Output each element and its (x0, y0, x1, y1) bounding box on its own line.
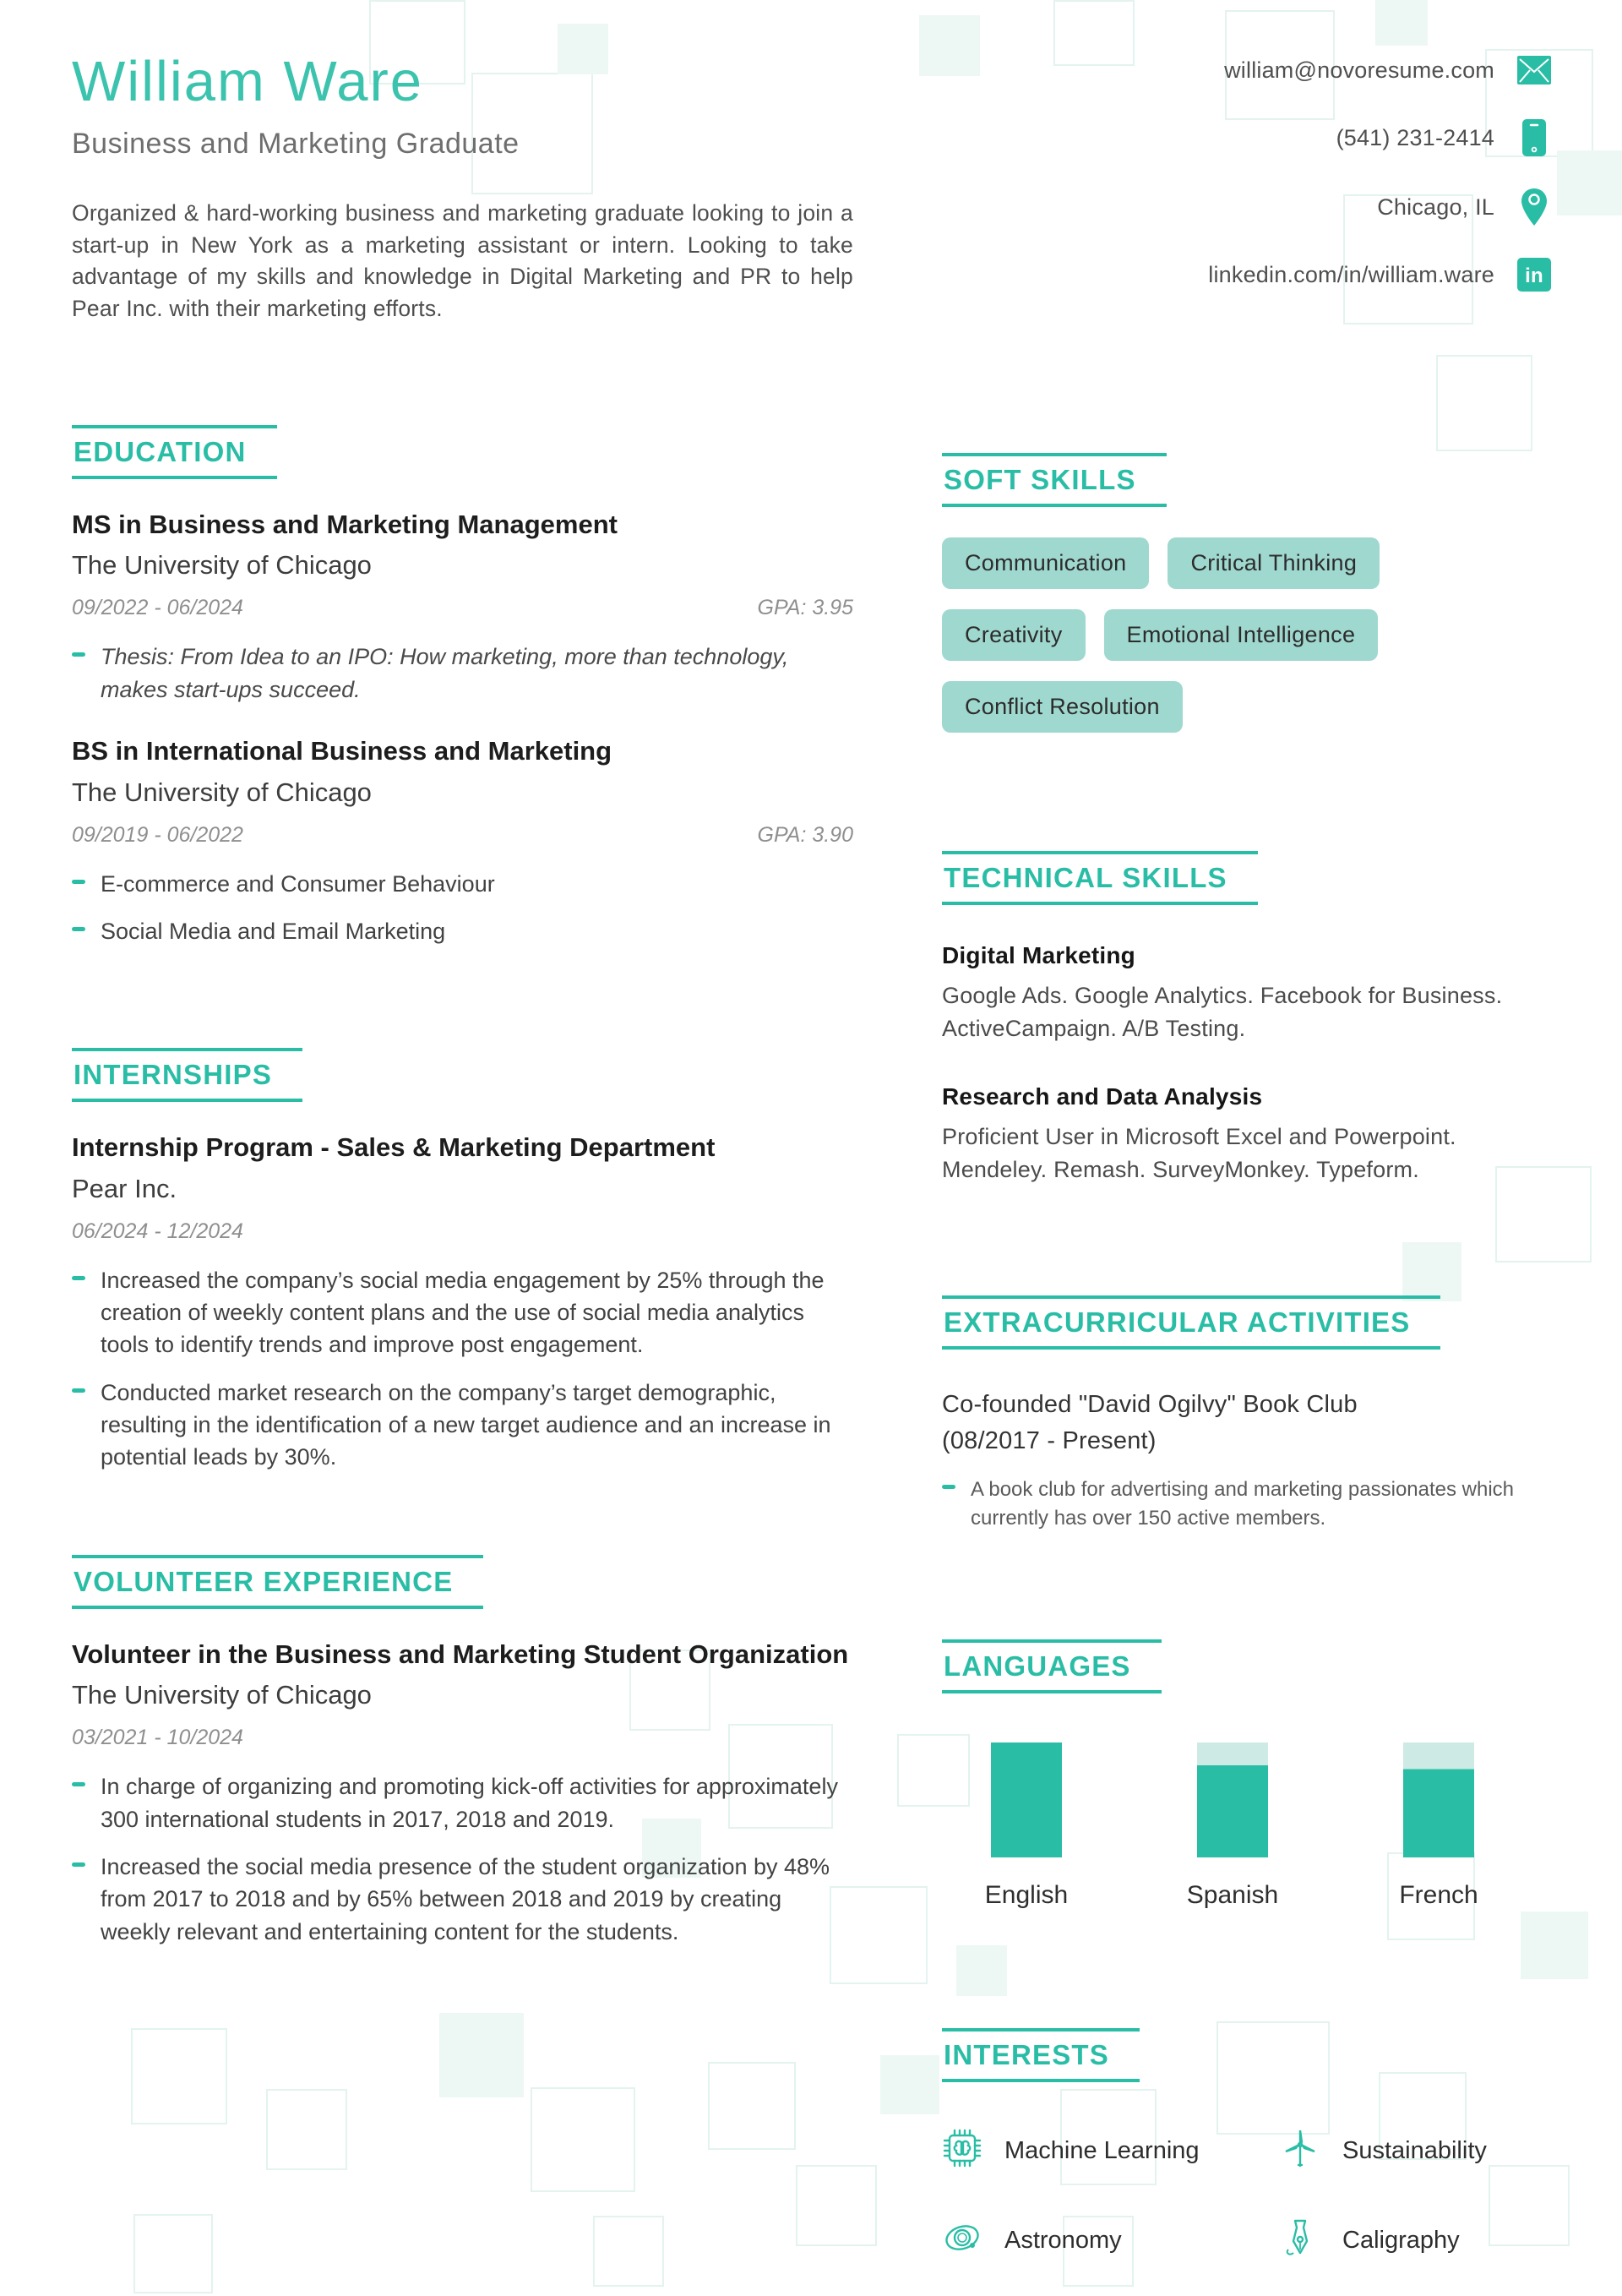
bullet-dash-icon (72, 880, 85, 884)
language-level-bar (1403, 1742, 1474, 1857)
deco-square (593, 2216, 664, 2287)
date-range: 09/2022 - 06/2024 (72, 596, 243, 620)
bullet-text: Social Media and Email Marketing (101, 919, 446, 945)
bullet-item (72, 641, 853, 706)
language-item (942, 1742, 1111, 1910)
contact-linkedin-row[interactable] (1208, 257, 1552, 292)
bullet-text: Increased the social media presence of the student organization by 48% from 2017 to 2018 and by 65% between 2018 and 2019 by creating weekly relevant and entertaining content for the students. (101, 1854, 830, 1944)
deco-square (531, 2087, 635, 2192)
bullet-text: Increased the company’s social media engagement by 25% through the creation of weekly content plans and the use of social media analytics tools to identify trends and improve post engagement. (101, 1267, 825, 1358)
date-range: 03/2021 - 10/2024 (72, 1726, 243, 1750)
language-level-bar (991, 1742, 1062, 1857)
bullet-item (72, 1770, 853, 1835)
bullet-text: Thesis: From Idea to an IPO: How marketing, more than technology, makes start-ups succeed. (101, 644, 789, 702)
deco-square (131, 2028, 227, 2124)
interest-item (1280, 2217, 1552, 2265)
bullet-item (72, 1264, 853, 1361)
language-level-bar (1197, 1742, 1268, 1857)
section-heading-soft-skills: SOFT SKILLS (942, 453, 1167, 507)
section-heading-volunteer: VOLUNTEER EXPERIENCE (72, 1555, 483, 1609)
internship-entry (72, 1131, 853, 1474)
envelope-icon (1516, 52, 1552, 88)
bullet-dash-icon (72, 1388, 85, 1393)
bullet-item (942, 1475, 1552, 1533)
school-name: The University of Chicago (72, 777, 372, 807)
section-heading-internships: INTERNSHIPS (72, 1048, 302, 1102)
deco-square (133, 2214, 213, 2293)
date-range: 06/2024 - 12/2024 (72, 1219, 243, 1243)
bullet-item (72, 915, 853, 947)
summary-paragraph: Organized & hard-working business and marketing graduate looking to join a start-up in New York as a marketing assistant or intern. Looking to take advantage of my skills and knowledge in Digital Marketing and PR to help Pear Inc. with their marketing efforts. (72, 200, 853, 321)
left-column (72, 0, 853, 1948)
email-text[interactable]: william@novoresume.com (1224, 57, 1494, 83)
organization-name: The University of Chicago (72, 1680, 372, 1710)
contact-email-row[interactable] (1224, 52, 1552, 88)
education-entry (72, 508, 853, 706)
bullet-text: In charge of organizing and promoting kick-off activities for approximately 300 international students in 2017, 2018 and 2019. (101, 1774, 838, 1832)
internship-title: Internship Program - Sales & Marketing Department (72, 1132, 716, 1162)
interests-grid (942, 2128, 1552, 2265)
section-heading-education: EDUCATION (72, 425, 277, 479)
interest-label: Astronomy (1004, 2227, 1122, 2255)
bullet-dash-icon (72, 1276, 85, 1280)
wind-turbine-icon (1280, 2128, 1320, 2175)
contact-location-row (1377, 188, 1552, 226)
language-label: Spanish (1186, 1880, 1279, 1909)
volunteer-title: Volunteer in the Business and Marketing Student Organization (72, 1639, 849, 1669)
bullet-dash-icon (72, 652, 85, 657)
company-name: Pear Inc. (72, 1173, 177, 1203)
skill-tag: Emotional Intelligence (1104, 609, 1379, 661)
tech-group-title: Research and Data Analysis (942, 1083, 1263, 1110)
language-item (1354, 1742, 1523, 1910)
section-heading-technical-skills: TECHNICAL SKILLS (942, 851, 1258, 905)
tech-group-title: Digital Marketing (942, 942, 1135, 968)
soft-skills-tags (942, 537, 1533, 733)
bullet-dash-icon (72, 1782, 85, 1786)
section-heading-extracurricular: EXTRACURRICULAR ACTIVITIES (942, 1295, 1440, 1350)
bullet-item (72, 1377, 853, 1474)
deco-square (439, 2013, 524, 2097)
school-name: The University of Chicago (72, 550, 372, 581)
language-item (1148, 1742, 1317, 1910)
orbit-icon (942, 2217, 982, 2265)
linkedin-text[interactable]: linkedin.com/in/william.ware (1208, 261, 1494, 287)
deco-square (796, 2165, 877, 2246)
bullet-text: E-commerce and Consumer Behaviour (101, 870, 495, 897)
bullet-text: Conducted market research on the company’s target demographic, resulting in the identification of a new target audience and an increase in potential leads by 30%. (101, 1379, 831, 1470)
date-range: 09/2019 - 06/2022 (72, 822, 243, 847)
right-column (942, 0, 1552, 2265)
tech-group-text: Google Ads. Google Analytics. Facebook for Business. ActiveCampaign. A/B Testing. (942, 983, 1503, 1042)
skill-tag: Conflict Resolution (942, 681, 1183, 733)
location-text: Chicago, IL (1377, 194, 1494, 220)
bullet-text: A book club for advertising and marketing passionates which currently has over 150 active members. (971, 1477, 1515, 1530)
language-label: English (984, 1880, 1069, 1909)
svg-text:in: in (1525, 265, 1543, 287)
interest-item (942, 2128, 1280, 2175)
gpa-value: GPA: 3.95 (757, 596, 853, 620)
degree-title: BS in International Business and Marketing (72, 736, 612, 766)
volunteer-entry (72, 1638, 853, 1949)
chip-brain-icon (942, 2128, 982, 2175)
section-heading-languages: LANGUAGES (942, 1639, 1162, 1693)
contact-phone-row (1336, 118, 1552, 157)
languages-bars (942, 1742, 1523, 1910)
skill-tag: Critical Thinking (1168, 537, 1380, 589)
bullet-item (72, 868, 853, 900)
education-entry (72, 734, 853, 948)
deco-square (880, 2055, 939, 2114)
gpa-value: GPA: 3.90 (757, 822, 853, 847)
contact-block (942, 52, 1552, 292)
bullet-item (72, 1851, 853, 1948)
location-pin-icon (1516, 188, 1552, 226)
interest-label: Sustainability (1342, 2137, 1487, 2165)
phone-icon (1516, 118, 1552, 157)
person-name: William Ware (72, 50, 424, 113)
interest-label: Machine Learning (1004, 2137, 1200, 2165)
deco-square (1557, 150, 1622, 215)
deco-square (266, 2089, 347, 2170)
section-heading-interests: INTERESTS (942, 2028, 1140, 2082)
skill-tag: Communication (942, 537, 1149, 589)
linkedin-icon (1516, 257, 1552, 292)
phone-text: (541) 231-2414 (1336, 124, 1494, 150)
pen-nib-icon (1280, 2217, 1320, 2265)
person-job-title: Business and Marketing Graduate (72, 128, 520, 160)
skill-tag: Creativity (942, 609, 1086, 661)
bullet-dash-icon (72, 927, 85, 931)
interest-item (1280, 2128, 1552, 2175)
extracurricular-title: Co-founded "David Ogilvy" Book Club (08/2017 - Present) (942, 1390, 1358, 1455)
interest-label: Caligraphy (1342, 2227, 1460, 2255)
deco-square (708, 2062, 796, 2150)
bullet-dash-icon (942, 1485, 955, 1489)
language-label: French (1399, 1880, 1478, 1909)
bullet-dash-icon (72, 1862, 85, 1867)
tech-group-text: Proficient User in Microsoft Excel and Powerpoint. Mendeley. Remash. SurveyMonkey. Typeform. (942, 1123, 1456, 1183)
degree-title: MS in Business and Marketing Management (72, 509, 618, 539)
interest-item (942, 2217, 1280, 2265)
